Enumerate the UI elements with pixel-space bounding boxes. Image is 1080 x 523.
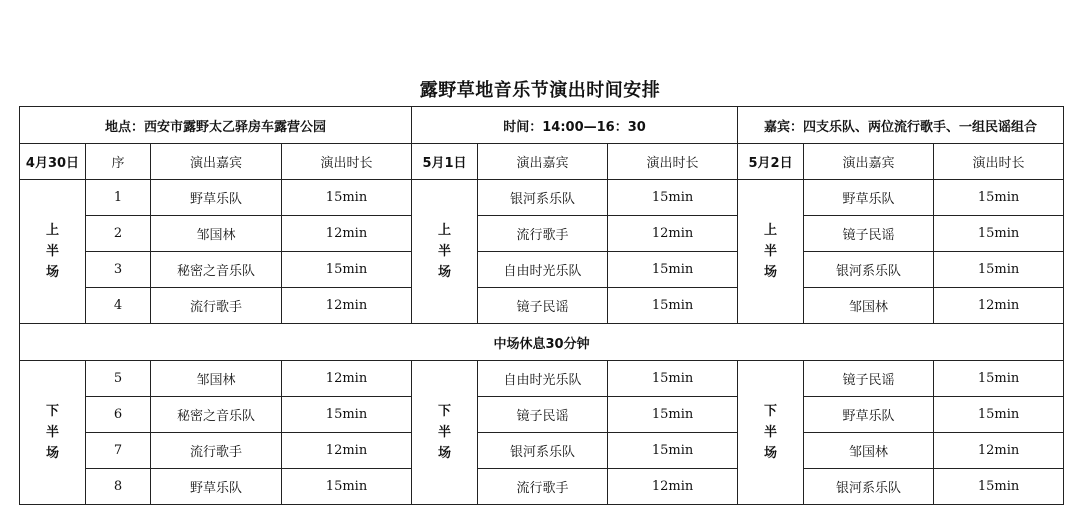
performer-cell: 银河系乐队: [478, 180, 608, 216]
performer-cell: 邹国林: [804, 288, 934, 324]
date-header-apr30: 4月30日: [20, 144, 86, 180]
table-row: [20, 180, 1064, 216]
performer-cell: 银河系乐队: [804, 469, 934, 505]
duration-cell: 15min: [282, 469, 412, 505]
performer-cell: 自由时光乐队: [478, 252, 608, 288]
performer-cell: 银河系乐队: [478, 433, 608, 469]
seq-cell: 5: [86, 361, 151, 397]
intermission-text: 中场休息30分钟: [20, 324, 1064, 361]
performer-cell: 镜子民谣: [804, 361, 934, 397]
duration-cell: 12min: [282, 216, 412, 252]
performer-cell: 邹国林: [804, 433, 934, 469]
duration-cell: 12min: [934, 288, 1064, 324]
duration-cell: 15min: [608, 361, 738, 397]
performer-cell: 流行歌手: [151, 288, 282, 324]
duration-cell: 15min: [282, 397, 412, 433]
second-day2-half-label: [412, 361, 478, 505]
first-day2-half-char: 场: [438, 265, 452, 280]
second-day1-half-label: [20, 361, 86, 505]
performer-cell: 银河系乐队: [804, 252, 934, 288]
time-cell: 时间：14:00—16：30: [412, 107, 738, 144]
first-day1-half-label: [20, 180, 86, 324]
performer-cell: 镜子民谣: [478, 288, 608, 324]
duration-cell: 15min: [934, 216, 1064, 252]
duration-cell: 15min: [608, 433, 738, 469]
first-day3-half-label: [738, 180, 804, 324]
duration-cell: 15min: [282, 252, 412, 288]
second-day2-half-char: 半: [438, 425, 452, 440]
duration-cell: 12min: [282, 433, 412, 469]
seq-cell: 1: [86, 180, 151, 216]
guests-cell: 嘉宾：四支乐队、两位流行歌手、一组民谣组合: [738, 107, 1064, 144]
duration-cell: 12min: [282, 288, 412, 324]
duration-cell: 12min: [608, 469, 738, 505]
performer-header: 演出嘉宾: [151, 144, 282, 180]
table-row: [20, 216, 1064, 252]
schedule-table: [19, 106, 1064, 505]
intermission-row: [20, 324, 1064, 361]
first-day3-half-char: 半: [764, 244, 778, 259]
seq-header: 序: [86, 144, 151, 180]
first-day1-half-char: 上: [45, 223, 59, 238]
performer-header: 演出嘉宾: [478, 144, 608, 180]
duration-cell: 15min: [934, 397, 1064, 433]
performer-cell: 野草乐队: [151, 469, 282, 505]
table-row: [20, 361, 1064, 397]
seq-cell: 2: [86, 216, 151, 252]
table-row: [20, 288, 1064, 324]
second-day1-half-char: 下: [45, 404, 59, 419]
performer-cell: 邹国林: [151, 216, 282, 252]
duration-cell: 15min: [934, 252, 1064, 288]
performer-cell: 野草乐队: [804, 397, 934, 433]
duration-header: 演出时长: [934, 144, 1064, 180]
date-header-may1: 5月1日: [412, 144, 478, 180]
duration-header: 演出时长: [282, 144, 412, 180]
table-row: [20, 469, 1064, 505]
page-title: 露野草地音乐节演出时间安排: [419, 80, 661, 101]
first-day2-half-label: [412, 180, 478, 324]
performer-cell: 镜子民谣: [804, 216, 934, 252]
performer-header: 演出嘉宾: [804, 144, 934, 180]
second-day2-half-char: 场: [438, 446, 452, 461]
second-day3-half-label: [738, 361, 804, 505]
table-row: [20, 252, 1064, 288]
duration-cell: 15min: [934, 180, 1064, 216]
duration-cell: 12min: [282, 361, 412, 397]
second-day3-half-char: 下: [764, 404, 778, 419]
duration-cell: 15min: [608, 397, 738, 433]
performer-cell: 流行歌手: [478, 469, 608, 505]
duration-cell: 15min: [608, 252, 738, 288]
table-row: [20, 433, 1064, 469]
performer-cell: 邹国林: [151, 361, 282, 397]
duration-cell: 15min: [608, 180, 738, 216]
second-day1-half-char: 场: [45, 446, 59, 461]
duration-cell: 15min: [608, 288, 738, 324]
second-day3-half-char: 场: [764, 446, 778, 461]
seq-cell: 4: [86, 288, 151, 324]
seq-cell: 8: [86, 469, 151, 505]
performer-cell: 流行歌手: [478, 216, 608, 252]
performer-cell: 秘密之音乐队: [151, 397, 282, 433]
first-day1-half-char: 半: [45, 244, 59, 259]
seq-cell: 6: [86, 397, 151, 433]
second-day3-half-char: 半: [764, 425, 778, 440]
first-day3-half-char: 场: [764, 265, 778, 280]
first-day1-half-char: 场: [45, 265, 59, 280]
first-day2-half-char: 半: [438, 244, 452, 259]
performer-cell: 野草乐队: [804, 180, 934, 216]
performer-cell: 自由时光乐队: [478, 361, 608, 397]
duration-cell: 15min: [934, 469, 1064, 505]
first-day2-half-char: 上: [438, 223, 452, 238]
seq-cell: 7: [86, 433, 151, 469]
duration-cell: 15min: [934, 361, 1064, 397]
performer-cell: 野草乐队: [151, 180, 282, 216]
first-day3-half-char: 上: [764, 223, 778, 238]
duration-header: 演出时长: [608, 144, 738, 180]
duration-cell: 12min: [934, 433, 1064, 469]
seq-cell: 3: [86, 252, 151, 288]
performer-cell: 秘密之音乐队: [151, 252, 282, 288]
performer-cell: 流行歌手: [151, 433, 282, 469]
duration-cell: 15min: [282, 180, 412, 216]
performer-cell: 镜子民谣: [478, 397, 608, 433]
location-cell: 地点：西安市露野太乙驿房车露营公园: [20, 107, 412, 144]
duration-cell: 12min: [608, 216, 738, 252]
second-day2-half-char: 下: [438, 404, 452, 419]
second-day1-half-char: 半: [45, 425, 59, 440]
table-row: [20, 397, 1064, 433]
date-header-may2: 5月2日: [738, 144, 804, 180]
